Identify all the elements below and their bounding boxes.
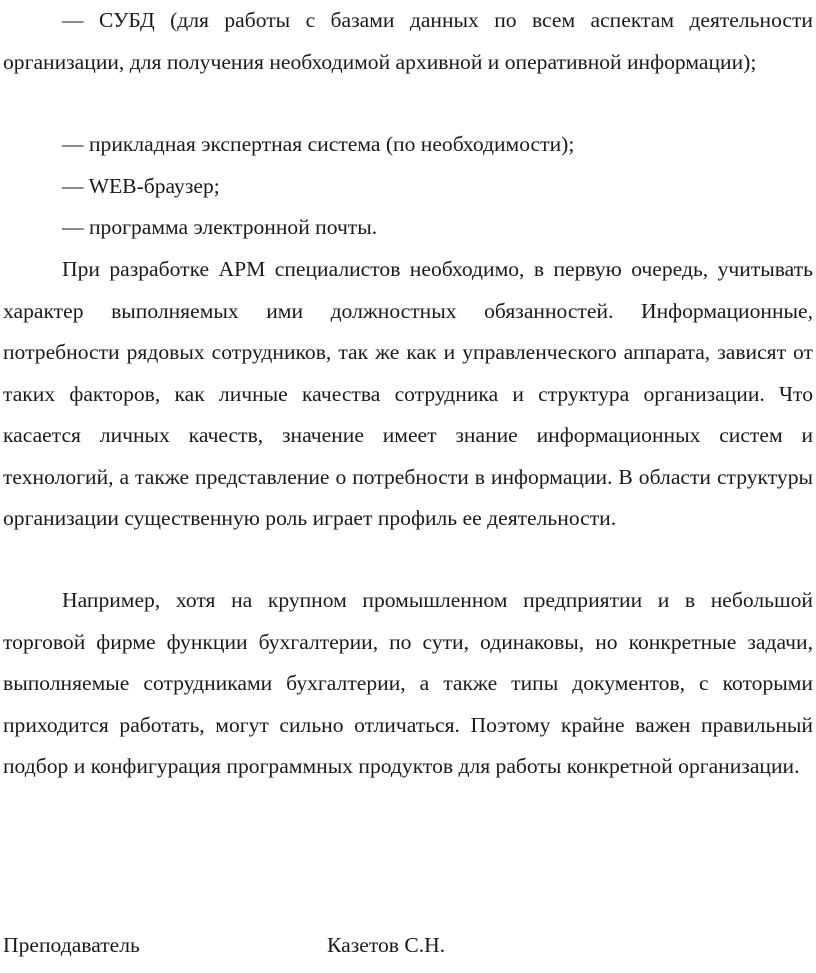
- list-item-expert-system: — прикладная экспертная система (по необходимости);: [62, 132, 575, 156]
- list-item-web-browser: — WEB-браузер;: [62, 174, 220, 198]
- paragraph-example: Например, хотя на крупном промышленном предприятии и в небольшой торговой фирме функции бухгалтерии, по сути, одинаковы, но конкретные задачи, выполняемые сотрудниками бухгалтерии, а также типы документов, с которыми приходится работать, могут сильно отличаться. Поэтому крайне важен правильный подбор и конфигурация программных продуктов для работы конкретной организации.: [3, 588, 813, 778]
- list-item-email-program: — программа электронной почты.: [62, 215, 378, 239]
- signature-name: Казетов С.Н.: [327, 933, 446, 957]
- list-item-dbms: — СУБД (для работы с базами данных по всем аспектам деятельности организации, для получения необходимой архивной и оперативной информации);: [3, 8, 813, 74]
- paragraph-arm-development: При разработке АРМ специалистов необходимо, в первую очередь, учитывать характер выполняемых ими должностных обязанностей. Информационные, потребности рядовых сотрудников, так же как и управленческого аппарата, зависят от таких факторов, как личные качества сотрудника и структура организации. Что касается личных качеств, значение имеет знание информационных систем и технологий, а также представление о потребности в информации. В области структуры организации существенную роль играет профиль ее деятельности.: [3, 257, 813, 530]
- signature-role: Преподаватель: [3, 933, 140, 957]
